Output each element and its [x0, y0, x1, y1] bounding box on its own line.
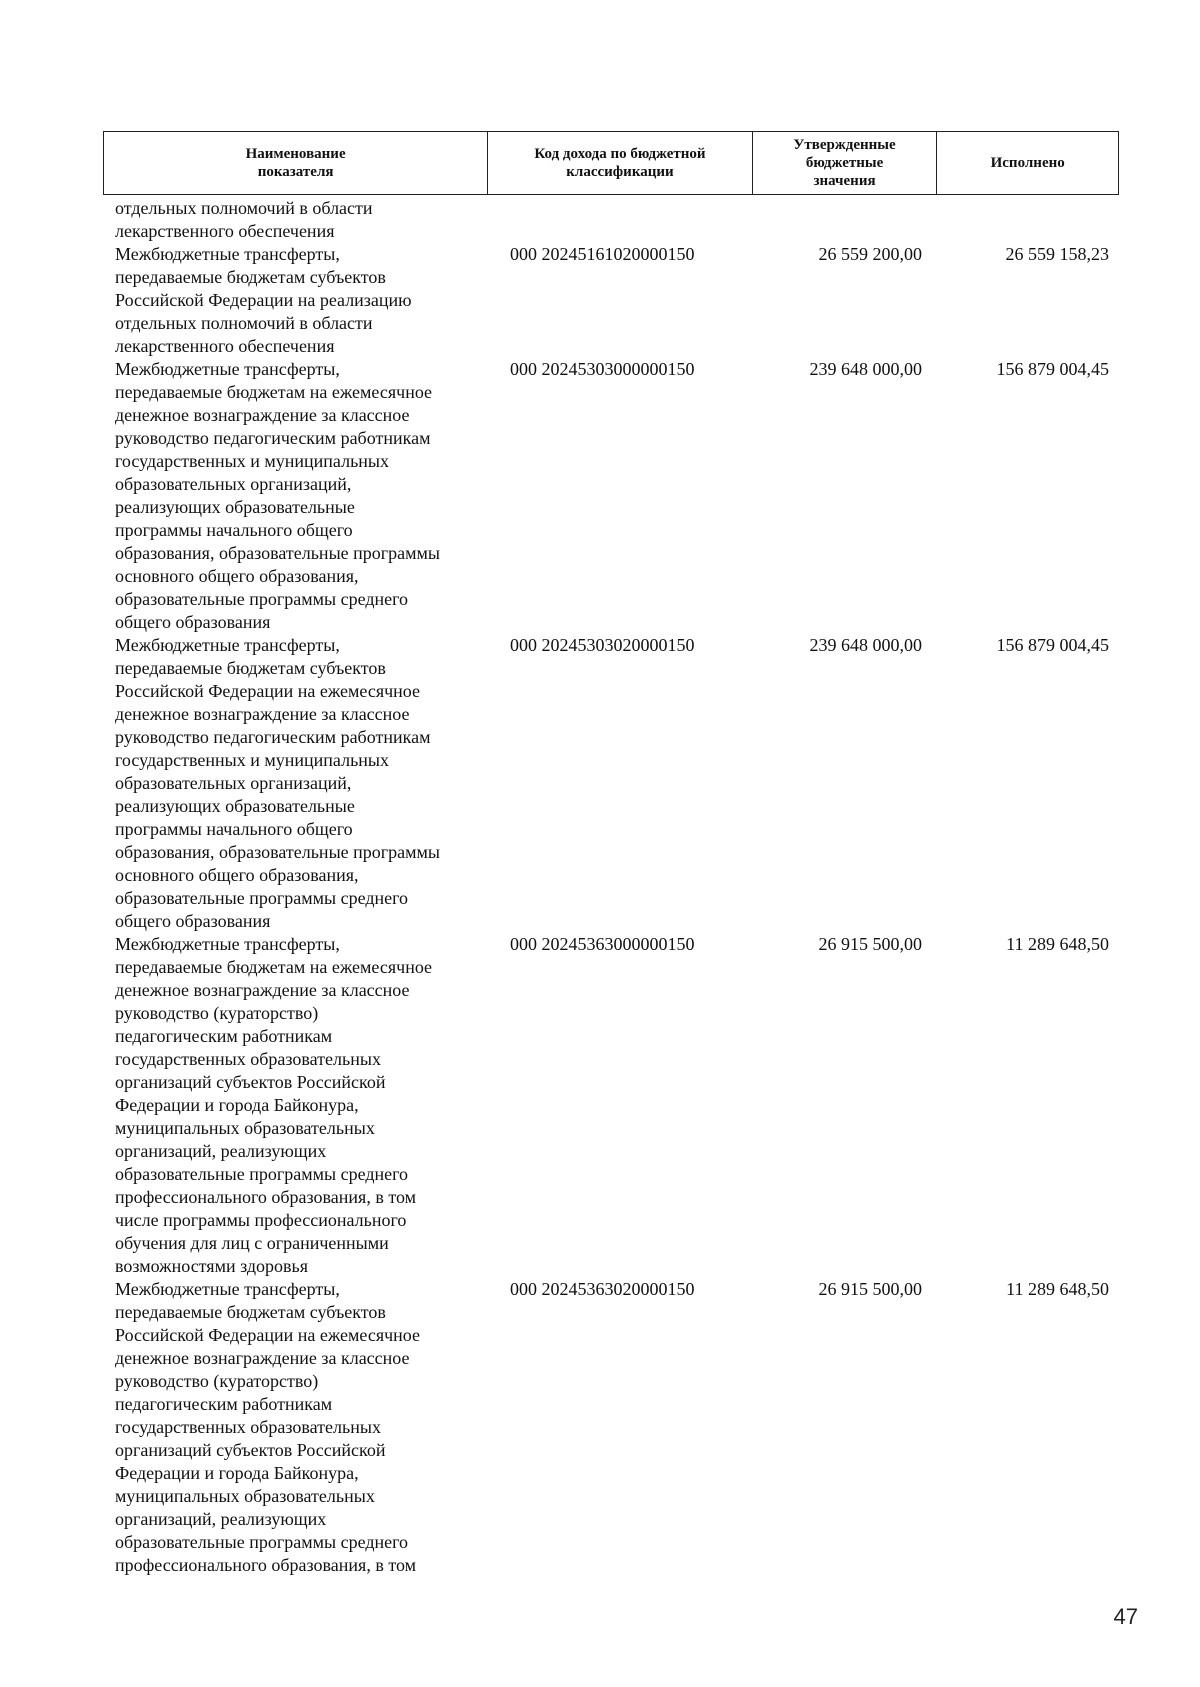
row-indicator-name: Межбюджетные трансферты, передаваемые бюджетам на ежемесячное денежное вознаграждение за классное руководство (кураторство) педагогическим работникам государственных образовательных организаций субъектов Российской Федерации и города Байконура, муниципальных образовательных организаций, реализующих образовательные программы среднего профессионального образования, в том числе программы профессионального обучения для лиц с ограниченными возможностями здоровья — [115, 934, 433, 1276]
row-income-code: 000 20245363000000150 — [510, 934, 695, 954]
page-number: 47 — [1113, 1604, 1138, 1629]
table-row — [103, 634, 1119, 933]
header-executed: Исполнено — [990, 155, 1065, 171]
table-body — [103, 197, 1119, 1577]
table-header — [103, 131, 1119, 195]
row-indicator-name: Межбюджетные трансферты, передаваемые бюджетам субъектов Российской Федерации на ежемесячное денежное вознаграждение за классное руководство (кураторство) педагогическим работникам государственных образовательных организаций субъектов Российской Федерации и города Байконура, муниципальных образовательных организаций, реализующих образовательные программы среднего профессионального образования, в том — [115, 1279, 421, 1575]
row-indicator-name: Межбюджетные трансферты, передаваемые бюджетам субъектов Российской Федерации на реализацию отдельных полномочий в области лекарственного обеспечения — [115, 244, 412, 356]
table-row — [103, 933, 1119, 1278]
row-approved-value: 26 559 200,00 — [818, 244, 922, 264]
row-approved-value: 26 915 500,00 — [818, 934, 922, 954]
table-row — [103, 358, 1119, 634]
row-executed-value: 156 879 004,45 — [996, 635, 1109, 655]
row-income-code: 000 20245303020000150 — [510, 635, 695, 655]
table-row — [103, 243, 1119, 358]
table-row — [103, 197, 1119, 243]
row-executed-value: 11 289 648,50 — [1006, 1279, 1109, 1299]
row-income-code: 000 20245161020000150 — [510, 244, 695, 264]
row-executed-value: 26 559 158,23 — [1005, 244, 1109, 264]
table-row — [103, 1278, 1119, 1577]
row-approved-value: 26 915 500,00 — [818, 1279, 922, 1299]
row-indicator-name: отдельных полномочий в области лекарственного обеспечения — [115, 198, 373, 241]
row-approved-value: 239 648 000,00 — [809, 635, 922, 655]
row-approved-value: 239 648 000,00 — [809, 359, 922, 379]
header-approved-values: Утвержденные бюджетные значения — [753, 132, 938, 194]
row-income-code: 000 20245363020000150 — [510, 1279, 695, 1299]
header-indicator-name: Наименование показателя — [104, 132, 488, 194]
row-executed-value: 156 879 004,45 — [996, 359, 1109, 379]
row-income-code: 000 20245303000000150 — [510, 359, 695, 379]
row-indicator-name: Межбюджетные трансферты, передаваемые бюджетам на ежемесячное денежное вознаграждение за классное руководство педагогическим работникам государственных и муниципальных образовательных организаций, реализующих образовательные программы начального общего образования, образовательные программы основного общего образования, образовательные программы среднего общего образования — [115, 359, 441, 632]
header-income-code: Код дохода по бюджетной классификации — [488, 132, 752, 194]
row-executed-value: 11 289 648,50 — [1006, 934, 1109, 954]
row-indicator-name: Межбюджетные трансферты, передаваемые бюджетам субъектов Российской Федерации на ежемесячное денежное вознаграждение за классное руководство педагогическим работникам государственных и муниципальных образовательных организаций, реализующих образовательные программы начального общего образования, образовательные программы основного общего образования, образовательные программы среднего общего образования — [115, 635, 441, 931]
